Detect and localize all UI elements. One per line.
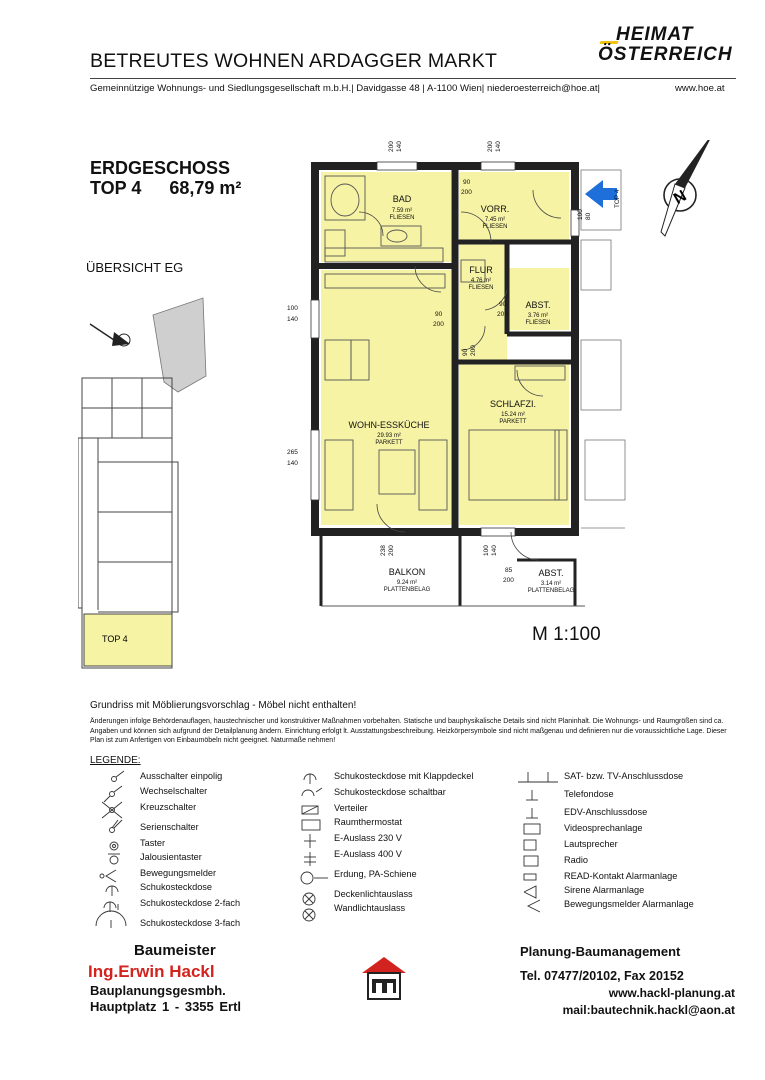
notes-title: Grundriss mit Möblierungsvorschlag - Möbel nicht enthalten!: [90, 700, 357, 711]
legend-col-2: [334, 771, 473, 919]
logo-line2: ÖSTERREICH: [598, 44, 733, 65]
legend-item: Bewegungsmelder: [140, 868, 217, 878]
room-wohn-name: WOHN-ESSKÜCHE: [348, 420, 430, 430]
legend-item: Schukosteckdose: [140, 882, 213, 892]
room-abst2-name: ABST.: [538, 568, 564, 578]
room-abst2-area: 3.14 m²: [540, 581, 562, 587]
legend-item: SAT- bzw. TV-Anschlussdose: [564, 771, 684, 781]
unit-area: 68,79 m²: [169, 178, 242, 198]
legend-item: Kreuzschalter: [140, 802, 197, 812]
dim-left-win-b: 140: [287, 316, 298, 323]
dim-vorr-top-b: 140: [495, 141, 502, 152]
builder-address: Hauptplatz 1 - 3355 Ertl: [90, 999, 242, 1014]
legend-item: READ-Kontakt Alarmanlage: [564, 871, 678, 881]
legend-item: Radio: [564, 855, 589, 865]
room-abst-name: ABST.: [525, 300, 551, 310]
legend-item: Sirene Alarmanlage: [564, 885, 645, 895]
room-balkon-area: 9.24 m²: [396, 580, 418, 586]
room-flur-floor: FLIESEN: [468, 285, 494, 291]
dim-right-label: TOP 4: [614, 189, 621, 208]
dim-bad-door-b: 200: [461, 189, 472, 196]
room-schlaf-area: 15.24 m²: [501, 412, 525, 418]
notes-text: Änderungen infolge Behördenauflagen, haustechnischer und konstruktiver Maßnahmen vorbehalten. Statische und bauphysikalische Details sind nicht Planinhalt. Die Wohnungs- und Raumgrößen sind ca. Angaben und können sich aufgrund der Detailplanung ändern. Einrichtung erfolgt lt. Ausstattungsbeschreibung. Heizkörpersymbole sind nicht maßgenau und definieren nur die voraussichtliche Lage. Dieser Plan ist zum Anfertigen von Einbaumöbeln nicht geeignet. Naturmaße nehmen!: [90, 718, 727, 744]
legend-title: LEGENDE:: [90, 755, 141, 766]
dim-right-win-a: 100: [577, 209, 584, 220]
legend-item: Schukosteckdose 3-fach: [140, 918, 241, 928]
entrance-arrow-icon: [585, 180, 617, 208]
footer-planning: [520, 944, 735, 1017]
dim-schlaf-win-a: 100: [483, 545, 490, 556]
dim-wohn-door-a: 90: [435, 311, 443, 318]
company-website: www.hoe.at: [675, 83, 725, 94]
legend-item: Raumthermostat: [334, 817, 402, 827]
legend-item: EDV-Anschlussdose: [564, 807, 648, 817]
north-arrow-icon: [661, 140, 715, 236]
legend-item: Deckenlichtauslass: [334, 889, 413, 899]
legend-item: Schukosteckdose mit Klappdeckel: [334, 771, 474, 781]
company-line: [90, 83, 725, 94]
room-fills: [321, 172, 569, 525]
legend-item: E-Auslass 230 V: [334, 833, 402, 843]
legend-item: E-Auslass 400 V: [334, 849, 402, 859]
legend-item: Taster: [140, 838, 166, 848]
legend-item: Videosprechanlage: [564, 823, 643, 833]
room-bad-floor: FLIESEN: [389, 215, 415, 221]
planning-website: www.hackl-planung.at: [608, 986, 735, 1000]
room-abst2-floor: PLATTENBELAG: [527, 588, 575, 594]
room-wohn-floor: PARKETT: [375, 440, 403, 446]
dim-right-win-b: 80: [585, 212, 592, 220]
dim-vorr-top-a: 200: [487, 141, 494, 152]
dim-abst2-door-a: 85: [505, 567, 513, 574]
room-vorr-floor: FLIESEN: [482, 224, 508, 230]
builder-name: Ing.Erwin Hackl: [88, 962, 215, 981]
overview-label: ÜBERSICHT EG: [86, 260, 184, 275]
dim-wohn-door-b: 200: [433, 321, 444, 328]
room-abst-floor: FLIESEN: [525, 320, 551, 326]
dim-flur-door-b: 200: [470, 345, 477, 356]
dim-abst-door-a: 90: [499, 301, 507, 308]
dim-schlaf-win-b: 140: [491, 545, 498, 556]
dim-abst2-door-b: 200: [503, 577, 514, 584]
legend-item: Erdung, PA-Schiene: [334, 869, 417, 879]
room-vorr-name: VORR.: [480, 204, 510, 214]
legend-item: Verteiler: [334, 803, 368, 813]
legend-col-1: [140, 771, 240, 934]
planning-email: mail:bautechnik.hackl@aon.at: [562, 1003, 735, 1017]
dim-left-win-a: 100: [287, 305, 298, 312]
header-rule: [90, 78, 736, 79]
logo-line1: HEIMAT: [616, 24, 694, 45]
floor-plan: [285, 140, 755, 610]
legend-item: Wechselschalter: [140, 786, 208, 796]
builder-company: Bauplanungsgesmbh.: [90, 983, 226, 998]
room-schlaf-name: SCHLAFZI.: [489, 399, 537, 409]
legend-item: Lautsprecher: [564, 839, 618, 849]
legend-item: Bewegungsmelder Alarmanlage: [564, 899, 694, 909]
room-abst-area: 3.76 m²: [527, 313, 549, 319]
company-details: Gemeinnützige Wohnungs- und Siedlungsgesellschaft m.b.H.| Davidgasse 48 | A-1100 Wien| niederoesterreich@hoe.at|: [90, 83, 600, 94]
dim-left-win2-b: 140: [287, 460, 298, 467]
page-title: BETREUTES WOHNEN ARDAGGER MARKT: [90, 50, 498, 72]
room-balkon-floor: PLATTENBELAG: [383, 587, 431, 593]
footer-builder: [90, 942, 290, 1014]
legend-item: Schukosteckdose schaltbar: [334, 787, 446, 797]
plan-scale: M 1:100: [532, 624, 601, 645]
legend-item: Ausschalter einpolig: [140, 771, 223, 781]
legend-item: Telefondose: [564, 789, 614, 799]
floor-label: ERDGESCHOSS: [90, 158, 231, 178]
dim-bad-top-b: 140: [396, 141, 403, 152]
dim-balkon-door-b: 200: [388, 545, 395, 556]
room-vorr-area: 7.45 m²: [484, 217, 506, 223]
room-bad-name: BAD: [392, 194, 412, 204]
overview-top4-label: TOP 4: [102, 634, 128, 644]
dim-bad-top-a: 200: [388, 141, 395, 152]
room-wohn-area: 29.93 m²: [377, 433, 401, 439]
neighbour-furniture: [581, 170, 625, 528]
planning-phone: Tel. 07477/20102, Fax 20152: [520, 969, 684, 983]
dim-left-win2-a: 265: [287, 449, 298, 456]
dim-bad-door-a: 90: [463, 179, 471, 186]
dim-flur-door-a: 90: [462, 348, 469, 356]
builder-title: Baumeister: [134, 942, 216, 959]
room-balkon-name: BALKON: [388, 567, 426, 577]
legend-col-3: [564, 771, 694, 913]
legend-item: Jalousientaster: [140, 852, 202, 862]
heimat-oesterreich-logo: [598, 24, 738, 68]
dim-balkon-door-a: 238: [380, 545, 387, 556]
room-bad-area: 7.59 m²: [391, 208, 413, 214]
room-schlaf-floor: PARKETT: [499, 419, 527, 425]
overview-site-plan: [78, 280, 298, 680]
balcony: [321, 532, 575, 606]
overview-top4-highlight: [84, 614, 172, 666]
overview-north-arrow: [90, 324, 130, 346]
unit-top: TOP 4: [90, 178, 142, 198]
dim-abst-door-b: 200: [497, 311, 508, 318]
room-flur-name: FLUR: [469, 265, 493, 275]
legend-item: Schukosteckdose 2-fach: [140, 898, 241, 908]
legend-item: Serienschalter: [140, 822, 199, 832]
hackl-logo-icon: [360, 955, 408, 1003]
room-flur-area: 4.76 m²: [470, 278, 492, 284]
unit-heading: [90, 178, 241, 199]
legend-item: Wandlichtauslass: [334, 903, 406, 913]
svg-text:N: N: [670, 187, 690, 209]
planning-title: Planung-Baumanagement: [520, 944, 681, 959]
